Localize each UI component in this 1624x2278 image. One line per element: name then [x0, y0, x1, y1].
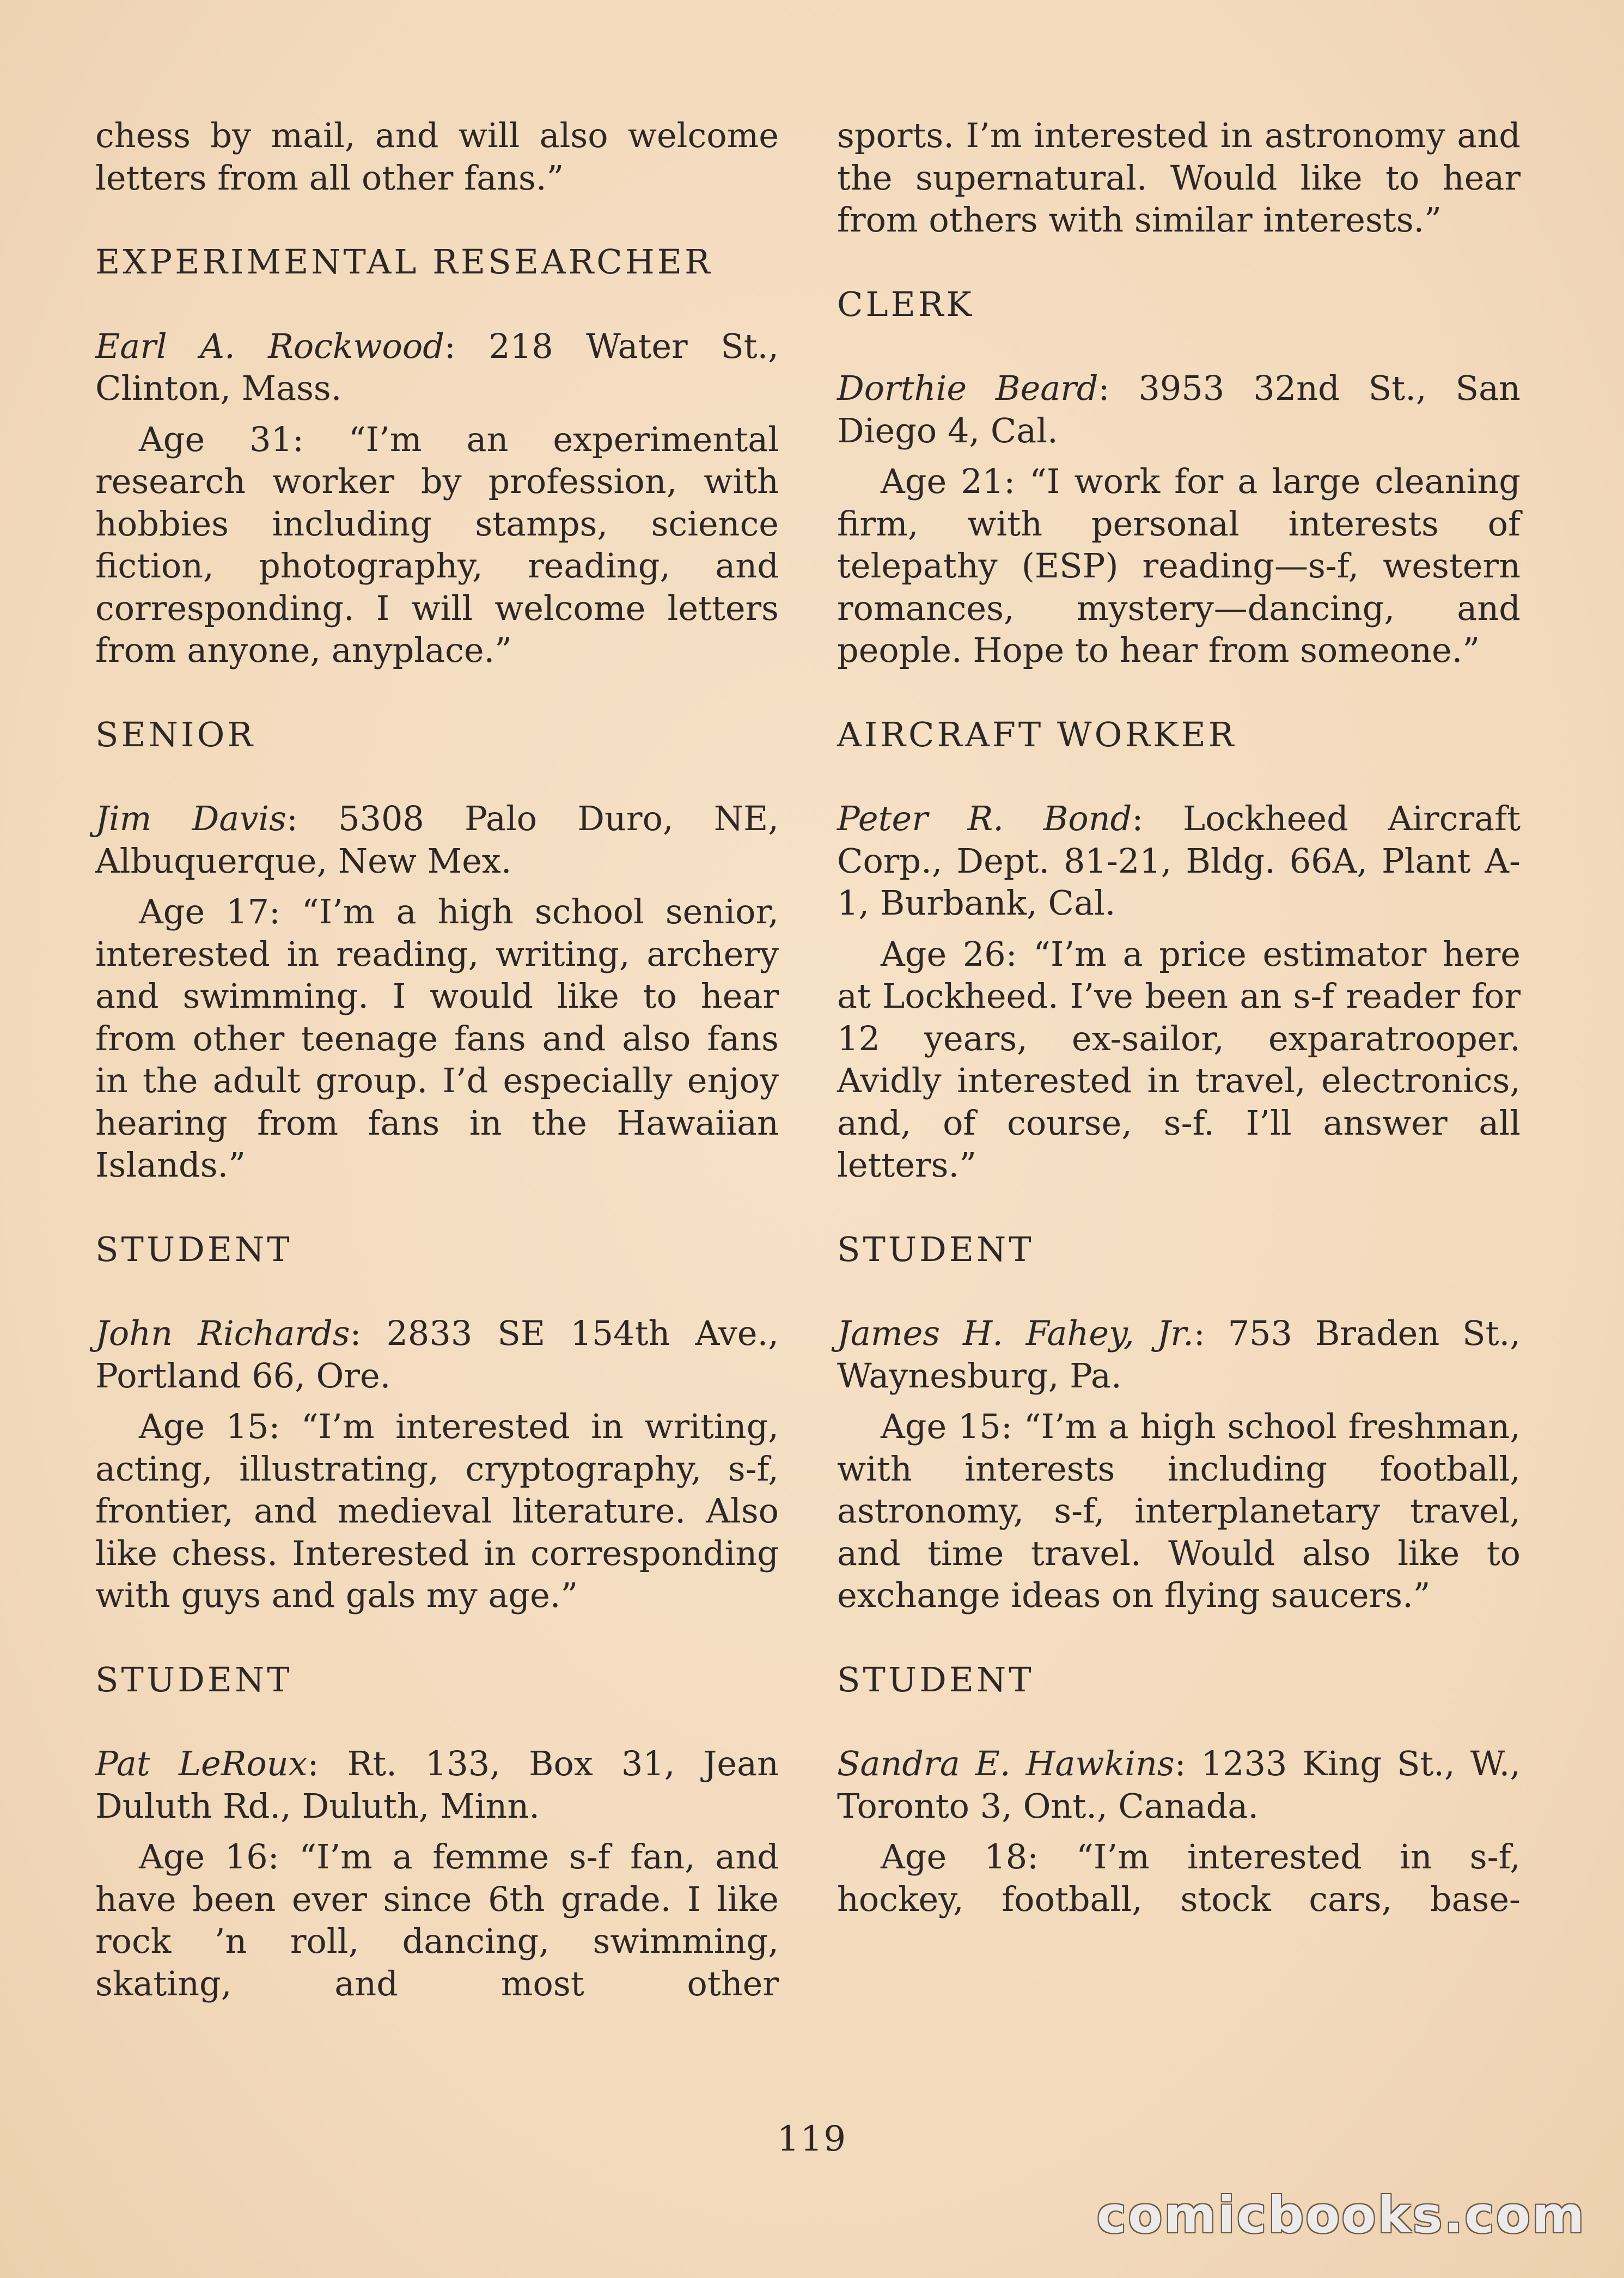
- entry-address: [95, 1312, 779, 1397]
- entry-body: Age 16: “I’m a femme s-f fan, and have been ever since 6th grade. I like rock ’n roll, dancing, swimming, skating, and most other: [95, 1837, 779, 2003]
- person-name: Pat LeRoux: [95, 1744, 308, 1783]
- section-heading: STUDENT: [95, 1659, 292, 1700]
- person-name: Jim Davis: [95, 799, 287, 838]
- entry-address: [837, 367, 1521, 452]
- section-heading: STUDENT: [837, 1229, 1034, 1269]
- watermark-logo: comicbooks.com: [1096, 2186, 1586, 2244]
- right-column: [837, 114, 1521, 1920]
- continued-text: sports. I’m interested in astronomy and the supernatural. Would like to hear from others with similar interests.”: [837, 115, 1521, 240]
- section-heading: STUDENT: [95, 1229, 292, 1269]
- address-text: : Rt. 133, Box 31, Jean Duluth Rd., Duluth, Minn.: [95, 1744, 779, 1826]
- entry-body: Age 26: “I’m a price estimator here at Lockheed. I’ve been an s-f reader for 12 years, ex-sailor, exparatrooper. Avidly interested in travel, electronics, and, of course, s-f. I’ll answer all letters.”: [837, 934, 1521, 1185]
- section-heading: STUDENT: [837, 1659, 1034, 1700]
- section-heading: AIRCRAFT WORKER: [837, 714, 1237, 754]
- person-name: Peter R. Bond: [837, 799, 1132, 838]
- address-text: : 218 Water St., Clinton, Mass.: [95, 326, 779, 408]
- section-heading: CLERK: [837, 284, 974, 324]
- entry-address: [95, 1743, 779, 1827]
- entry-address: [837, 797, 1521, 924]
- entry-body: Age 15: “I’m a high school freshman, with interests including football, astronomy, s-f, interplanetary travel, and time travel. Would also like to exchange ideas on flying saucers.”: [837, 1406, 1521, 1615]
- page-number: 119: [777, 2119, 847, 2159]
- left-column: [95, 114, 779, 2005]
- entry-body: Age 17: “I’m a high school senior, interested in reading, writing, archery and swimming. I would like to hear from other teenage fans and also fans in the adult group. I’d especially enjoy hearing from fans in the Hawaiian Islands.”: [95, 892, 779, 1185]
- entry-body: Age 18: “I’m interested in s-f, hockey, football, stock cars, base-: [837, 1837, 1521, 1919]
- person-name: Earl A. Rockwood: [95, 326, 444, 366]
- address-text: : 3953 32nd St., San Diego 4, Cal.: [837, 368, 1521, 450]
- person-name: John Richards: [95, 1313, 350, 1353]
- continued-text: chess by mail, and will also welcome letters from all other fans.”: [95, 115, 779, 198]
- address-text: : Lockheed Aircraft Corp., Dept. 81-21, Bldg. 66A, Plant A-1, Burbank, Cal.: [837, 799, 1521, 923]
- entry-body: Age 21: “I work for a large cleaning firm, with personal interests of telepathy (ESP) reading—s-f, western romances, mystery—dancing, and people. Hope to hear from someone.”: [837, 461, 1521, 670]
- entry-body: Age 15: “I’m interested in writing, acting, illustrating, cryptography, s-f, frontier, and medieval literature. Also like chess. Interested in corresponding with guys and gals my age.”: [95, 1406, 779, 1615]
- address-text: : 1233 King St., W., Toronto 3, Ont., Canada.: [837, 1744, 1521, 1826]
- section-heading: SENIOR: [95, 714, 255, 754]
- entry-address: [95, 325, 779, 410]
- entry-body: Age 31: “I’m an experimental research worker by profession, with hobbies including stamps, science fiction, photography, reading, and corresponding. I will welcome letters from anyone, anyplace.”: [95, 419, 779, 670]
- address-text: : 2833 SE 154th Ave., Portland 66, Ore.: [95, 1313, 779, 1396]
- entry-address: [95, 797, 779, 882]
- entry-address: [837, 1312, 1521, 1397]
- entry-address: [837, 1743, 1521, 1827]
- person-name: Sandra E. Hawkins: [837, 1744, 1175, 1783]
- person-name: James H. Fahey, Jr.: [837, 1313, 1194, 1353]
- address-text: : 753 Braden St., Waynesburg, Pa.: [837, 1313, 1521, 1396]
- address-text: : 5308 Palo Duro, NE, Albuquerque, New Mex.: [95, 799, 779, 881]
- person-name: Dorthie Beard: [837, 368, 1098, 408]
- section-heading: EXPERIMENTAL RESEARCHER: [95, 242, 713, 282]
